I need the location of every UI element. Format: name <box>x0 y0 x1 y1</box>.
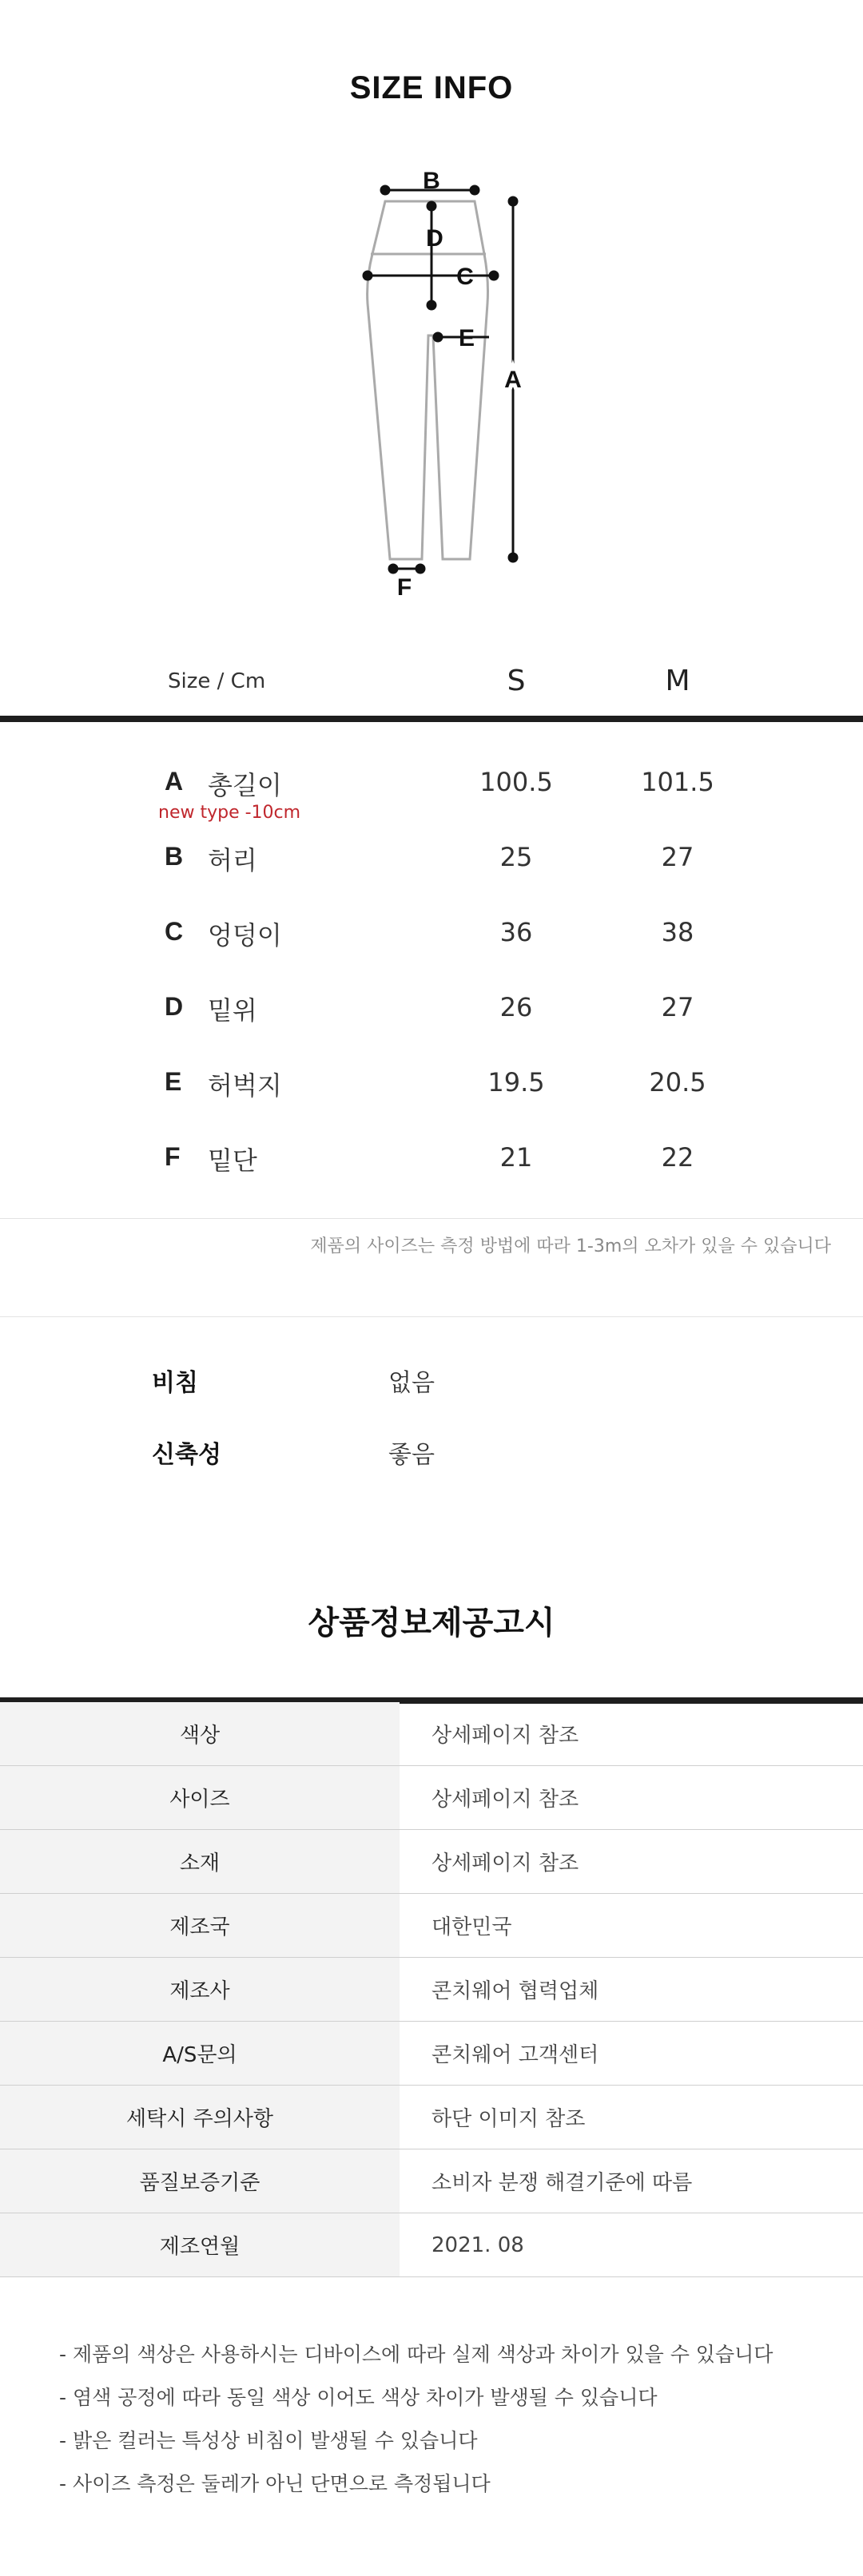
diagram-label-e: E <box>458 325 475 351</box>
attr-value-sheer: 없음 <box>388 1369 435 1397</box>
value-m: 101.5 <box>641 767 714 797</box>
row-name: 총길이 <box>208 770 282 800</box>
size-row <box>0 909 863 957</box>
size-info-title: SIZE INFO <box>349 70 514 105</box>
table-row <box>0 1830 863 1894</box>
info-label: A/S문의 <box>0 2022 400 2086</box>
row-name: 엉덩이 <box>208 920 282 951</box>
table-row <box>0 2022 863 2086</box>
size-row <box>0 1059 863 1107</box>
info-label: 소재 <box>0 1830 400 1894</box>
size-table-header <box>0 665 863 697</box>
info-label: 제조연월 <box>0 2213 400 2277</box>
info-value: 상세페이지 참조 <box>400 1830 863 1894</box>
table-row <box>0 1894 863 1958</box>
divider <box>0 716 863 722</box>
value-s: 19.5 <box>487 1067 545 1097</box>
table-row <box>0 1958 863 2022</box>
value-s: 25 <box>499 842 533 872</box>
list-item: - 제품의 색상은 사용하시는 디바이스에 따라 실제 색상과 차이가 있을 수 있습니다 <box>59 2339 773 2382</box>
pants-measurement-diagram <box>336 160 543 607</box>
row-name: 허리 <box>208 845 257 875</box>
value-s: 100.5 <box>479 767 553 797</box>
attr-label-stretch: 신축성 <box>152 1441 221 1469</box>
attr-value-stretch: 좋음 <box>388 1441 435 1469</box>
row-letter: F <box>165 1142 181 1171</box>
list-item: - 사이즈 측정은 둘레가 아닌 단면으로 측정됩니다 <box>59 2468 773 2511</box>
table-row <box>0 2086 863 2149</box>
size-row <box>0 1134 863 1182</box>
table-row <box>0 1702 863 1766</box>
column-m: M <box>665 665 690 697</box>
divider <box>0 1218 863 1219</box>
product-info-table <box>0 1702 863 2277</box>
info-label: 세탁시 주의사항 <box>0 2086 400 2149</box>
size-row <box>0 759 863 807</box>
info-value: 상세페이지 참조 <box>400 1766 863 1830</box>
value-m: 27 <box>661 992 694 1022</box>
table-row <box>0 2213 863 2277</box>
diagram-label-b: B <box>423 168 440 194</box>
table-row <box>0 2149 863 2213</box>
info-value: 콘치웨어 고객센터 <box>400 2022 863 2086</box>
size-footnote: 제품의 사이즈는 측정 방법에 따라 1-3m의 오차가 있을 수 있습니다 <box>310 1236 831 1256</box>
info-label: 사이즈 <box>0 1766 400 1830</box>
info-value: 콘치웨어 협력업체 <box>400 1958 863 2022</box>
value-m: 38 <box>661 917 694 947</box>
value-s: 26 <box>499 992 533 1022</box>
info-label: 제조국 <box>0 1894 400 1958</box>
value-m: 22 <box>661 1142 694 1173</box>
column-s: S <box>507 665 526 697</box>
list-item: - 밝은 컬러는 특성상 비침이 발생될 수 있습니다 <box>59 2425 773 2468</box>
value-m: 27 <box>661 842 694 872</box>
diagram-label-a: A <box>504 367 522 393</box>
info-value: 소비자 분쟁 해결기준에 따름 <box>400 2149 863 2213</box>
row-letter: C <box>165 917 184 946</box>
attr-label-sheer: 비침 <box>152 1369 198 1397</box>
info-value: 하단 이미지 참조 <box>400 2086 863 2149</box>
pants-outline <box>368 201 488 559</box>
value-s: 21 <box>499 1142 533 1173</box>
info-label: 색상 <box>0 1702 400 1766</box>
diagram-label-f: F <box>396 574 412 601</box>
row-letter: D <box>165 992 184 1021</box>
info-value: 2021. 08 <box>400 2213 863 2277</box>
row-letter: B <box>165 842 184 871</box>
row-name: 밑위 <box>208 995 257 1026</box>
divider <box>0 1316 863 1317</box>
new-type-note: new type -10cm <box>158 803 301 823</box>
size-unit-label: Size / Cm <box>168 669 266 693</box>
size-row <box>0 834 863 882</box>
value-s: 36 <box>499 917 533 947</box>
row-letter: E <box>165 1067 182 1096</box>
size-row <box>0 984 863 1032</box>
row-name: 밑단 <box>208 1145 257 1176</box>
table-row <box>0 1766 863 1830</box>
info-value: 대한민국 <box>400 1894 863 1958</box>
info-label: 제조사 <box>0 1958 400 2022</box>
notes-list <box>59 2339 773 2511</box>
row-letter: A <box>165 767 184 796</box>
value-m: 20.5 <box>649 1067 706 1097</box>
info-value: 상세페이지 참조 <box>400 1702 863 1766</box>
diagram-label-c: C <box>456 264 474 290</box>
product-info-title: 상품정보제공고시 <box>308 1605 555 1641</box>
row-name: 허벅지 <box>208 1070 282 1101</box>
list-item: - 염색 공정에 따라 동일 색상 이어도 색상 차이가 발생될 수 있습니다 <box>59 2382 773 2425</box>
info-label: 품질보증기준 <box>0 2149 400 2213</box>
diagram-label-d: D <box>426 225 443 252</box>
